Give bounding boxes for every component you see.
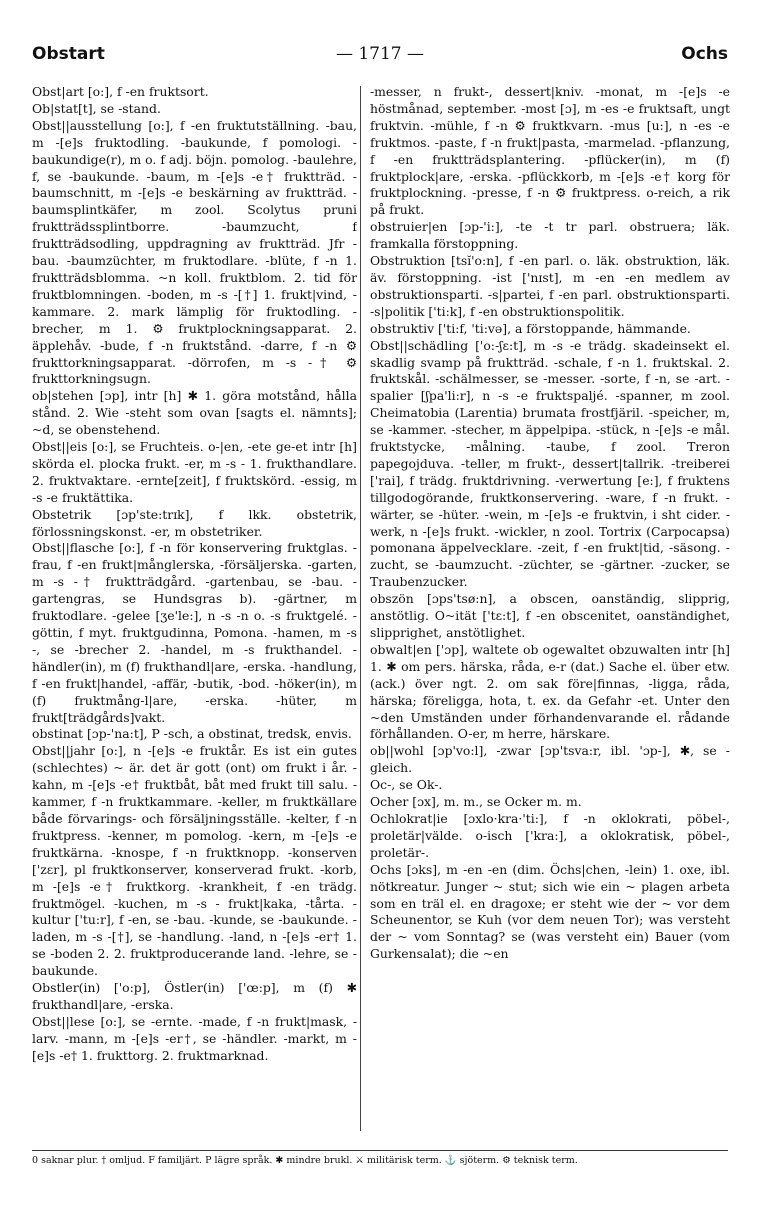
page-number: — 1717 —: [335, 44, 425, 64]
dictionary-entry: Obst|art [o:], f -en fruktsort.: [32, 84, 209, 99]
dictionary-entry: obszön [ɔps'tsø:n], a obscen, oanständig, slipprig, anstötlig. O~ität ['tɛ:t], f -en obscenitet, oanständighet, slipprighet, anstötlighet.: [370, 591, 730, 640]
header-left-word: Obstart: [32, 44, 105, 64]
dictionary-entry: obstruktiv ['ti:f, 'ti:və], a förstoppande, hämmande.: [370, 320, 691, 336]
dictionary-entry: Obst||flasche [o:], f -n för konservering fruktglas. -frau, f -en frukt|månglerska, -försäljerska. -garten, m -s -† fruktträdgård. -gartenbau, se -bau. -gartengras, se Hundsgras b). -gärtner, m fruktodlare. -gelee [ʒe'le:], n -s -n o. -s fruktgelé. -göttin, f myt. fruktgudinna, Pomona. -hamen, m -s -, se -brecher 2. -handel, m -s frukthandel. -händler(in), m (f) frukthandl|are, -erska. -handlung, f -en frukt|handel, -affär, -butik, -bod. -höker(in), m (f) fruktmång-l|are, -erska. -hüter, m frukt[trädgårds]vakt.: [32, 540, 357, 725]
dictionary-entry: Obst||eis [o:], se Fruchteis. o-|en, -ete ge-et intr [h] skörda el. plocka frukt. -er, m -s - 1. frukthandlare. 2. fruktvaktare. -ernte[zeit], f fruktskörd. -essig, m -s -e fruktättika.: [32, 439, 357, 505]
left-column: [32, 84, 357, 1133]
dictionary-entry: Obstetrik [ɔp'ste:trɪk], f lkk. obstetrik, förlossningskonst. -er, m obstetriker.: [32, 506, 357, 539]
dictionary-entry: ob||wohl [ɔp'vo:l], -zwar [ɔp'tsva:r, ibl. 'ɔp-], ✱, se -gleich.: [370, 743, 730, 776]
dictionary-entry: Ochlokrat|ie [ɔxlo·kra·'ti:], f -n oklokrati, pöbel-, proletär|välde. o-isch ['kra:], a oklokratisk, pöbel-, proletär-.: [370, 810, 730, 860]
dictionary-entry: Ochs [ɔks], m -en -en (dim. Öchs|chen, -lein) 1. oxe, ibl. nötkreatur. Junger ~ stut; sich wie ein ~ plagen arbeta som en träl el. en dragoxe; er steht wie der ~ vor dem Scheunentor, se Kuh (vor dem neuen Tor); was versteht der ~ vom Sonntag? se (was versteht ein) Bauer (vom Gurkensalat); die ~en: [370, 861, 730, 962]
dictionary-entry: Obst||lese [o:], se -ernte. -made, f -n frukt|mask, -larv. -mann, m -[e]s -er†, se -händler. -markt, m -[e]s -e† 1. frukttorg. 2. fruktmarknad.: [32, 1013, 357, 1063]
dictionary-entry: Ocher [ɔx], m. m., se Ocker m. m.: [370, 794, 582, 810]
dictionary-entry: obstruier|en [ɔp-'i:], -te -t tr parl. obstruera; läk. framkalla förstoppning.: [370, 219, 730, 252]
dictionary-entry: Obst||schädling ['o:-ʃɛ:t], m -s -e trädg. skadeinsekt el. skadlig svamp på fruktträd. -schale, f -n 1. fruktskal. 2. fruktskål. -schälmesser, se -messer. -sorte, f -n, se -art. -spalier [ʃpa'li:r], n -s -e fruktspaljé. -spanner, m zool. Cheimatobia (Larentia) brumata frostfjäril. -speicher, m, se -kammer. -stecher, m äppelpipa. -stück, n -[e]s -e mål. fruktstycke, -målning. -taube, f zool. Treron papegojduva. -teller, m frukt-, dessert|tallrik. -treiberei ['rai], f trädg. fruktdrivning. -verwertung [e:], f fruktens tillgodogörande, fruktkonservering. -ware, f -n frukt. -wärter, se -hüter. -wein, m -[e]s -e fruktvin, i sht cider. -werk, n -[e]s frukt. -wickler, n zool. Tortrix (Carpocapsa) pomonana äppelvecklare. -zeit, f -en frukt|tid, -säsong. -zucht, se -baumzucht. -züchter, se -gärtner. -zucker, se Traubenzucker.: [370, 337, 730, 590]
page-header: [32, 44, 728, 72]
header-right-word: Ochs: [681, 44, 728, 64]
dictionary-entry: Oc-, se Ok-.: [370, 777, 443, 793]
column-divider: [360, 86, 361, 1131]
dictionary-entry: Ob|stat[t], se -stand.: [32, 100, 161, 116]
dictionary-entry: Obst||ausstellung [o:], f -en fruktutställning. -bau, m -[e]s fruktodling. -baukunde, f pomologi. -baukundige(r), m o. f adj. böjn. pomolog. -baulehre, f, se -baukunde. -baum, m -[e]s -e† fruktträd. -baumschnitt, m -[e]s -e beskärning av fruktträd. -baumsplintkäfer, m zool. Scolytus pruni fruktträdssplintborre. -baumzucht, f fruktträdsodling, uppdragning av fruktträd. Jfr -bau. -baumzüchter, m fruktodlare. -blüte, f -n 1. fruktträdsblomma. ~n koll. fruktblom. 2. tid för fruktblomningen. -boden, m -s -[†] 1. frukt|vind, -kammare. 2. mark lämplig för fruktodling. -brecher, m 1. ⚙ fruktplockningsapparat. 2. äpplehåv. -bude, f -n fruktstånd. -darre, f -n ⚙ frukttorkningsapparat. -dörrofen, m -s -† ⚙ frukttorkningsugn.: [32, 117, 357, 387]
dictionary-entry: obwalt|en ['ɔp], waltete ob ogewaltet obzuwalten intr [h] 1. ✱ om pers. härska, råda, e-r (dat.) Sache el. über etw. (ack.) över ngt. 2. om sak före|finnas, -ligga, råda, härska; föreligga, hota, t. ex. da Gefahr -et. Unter den ~den Umständen under förhandenvarande el. rådande förhållanden. O-er, m herre, härskare.: [370, 641, 730, 742]
abbreviation-legend: 0 saknar plur. † omljud. F familjärt. P lägre språk. ✱ mindre brukl. ⚔ militärisk term. ⚓ sjöterm. ⚙ teknisk term.: [32, 1150, 728, 1166]
dictionary-entry: obstinat [ɔp-'na:t], P -sch, a obstinat, tredsk, envis.: [32, 726, 352, 742]
dictionary-entry: Obstler(in) ['o:p], Östler(in) ['œ:p], m (f) ✱ frukthandl|are, -erska.: [32, 980, 357, 1012]
dictionary-entry: Obst||jahr [o:], n -[e]s -e fruktår. Es ist ein gutes (schlechtes) ~ är. det är gott (ont) om frukt i år. -kahn, m -[e]s -e† fruktbåt, båt med frukt till salu. -kammer, f -n fruktkammare. -keller, m fruktkällare både förvarings- och försäljningsställe. -kelter, f -n fruktpress. -kenner, m pomolog. -kern, m -[e]s -e fruktkärna. -knospe, f -n fruktknopp. -konserven ['zɛr], pl fruktkonserver, konserverad frukt. -korb, m -[e]s -e† fruktkorg. -krankheit, f -en trädg. fruktmögel. -kuchen, m -s - frukt|kaka, -tårta. -kultur ['tu:r], f -en, se -bau. -kunde, se -baukunde. -laden, m -s -[†], se -handlung. -land, n -[e]s -er† 1. se -boden 2. 2. fruktproducerande land. -lehre, se -baukunde.: [32, 743, 357, 979]
dictionary-entry: Obstruktion [tsĭ'o:n], f -en parl. o. läk. obstruktion, läk. äv. förstoppning. -ist ['nɪst], m -en -en medlem av obstruktionsparti. -s|partei, f -en parl. obstruktionsparti. -s|politik ['ti:k], f -en obstruktionspolitik.: [370, 253, 730, 319]
dictionary-entry: -messer, n frukt-, dessert|kniv. -monat, m -[e]s -e höstmånad, september. -most [ɔ], m -es -e fruktsaft, ungt fruktvin. -mühle, f -n ⚙ fruktkvarn. -mus [u:], n -es -e fruktmos. -paste, f -n frukt|pasta, -marmelad. -pflanzung, f -en fruktträdsplantering. -pflücker(in), m (f) fruktplock|are, -erska. -pflückkorb, m -[e]s -e† korg för fruktplockning. -presse, f -n ⚙ fruktpress. o-reich, a rik på frukt.: [370, 84, 730, 218]
right-column: [370, 84, 730, 1133]
dictionary-entry: ob|stehen [ɔp], intr [h] ✱ 1. göra motstånd, hålla stånd. 2. Wie -steht som ovan [sagts el. nämnts]; ~d, se obenstehend.: [32, 388, 357, 438]
